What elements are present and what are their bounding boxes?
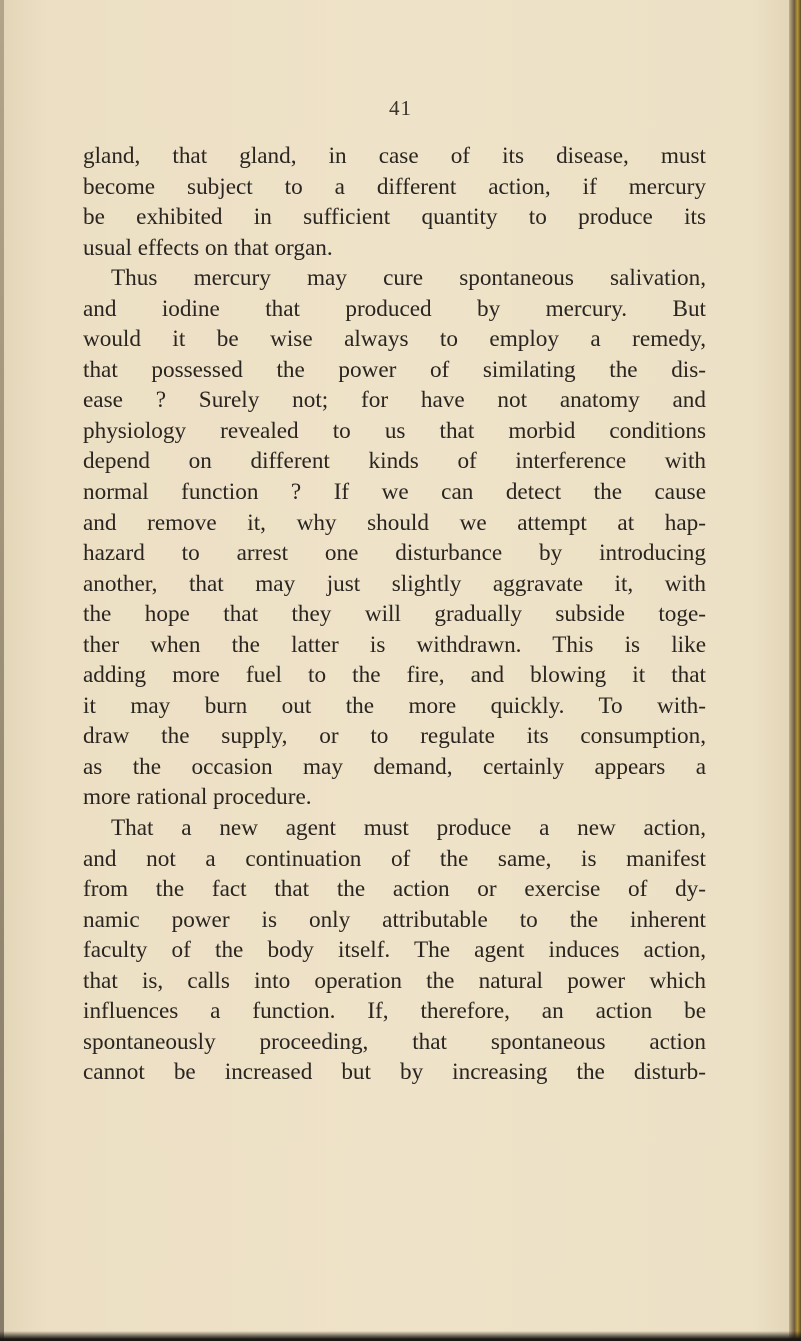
text-line: physiology revealed to us that morbid conditions xyxy=(83,417,706,444)
text-line: cannot be increased but by increasing the disturb- xyxy=(83,1059,706,1086)
text-line: that possessed the power of similating the dis- xyxy=(83,356,706,383)
text-line: draw the supply, or to regulate its consumption, xyxy=(83,723,706,750)
text-line: and iodine that produced by mercury. But xyxy=(83,295,706,322)
text-line: gland, that gland, in case of its disease, must xyxy=(83,143,706,169)
text-line: ther when the latter is withdrawn. This is like xyxy=(83,631,706,658)
text-line: influences a function. If, therefore, an action be xyxy=(83,998,706,1025)
body-text xyxy=(83,141,706,1088)
text-line: become subject to a different action, if mercury xyxy=(83,173,706,200)
text-line: spontaneously proceeding, that spontaneous action xyxy=(83,1028,706,1055)
text-line: would it be wise always to employ a remedy, xyxy=(83,326,706,353)
text-line: another, that may just slightly aggravate it, with xyxy=(83,570,706,597)
text-line: Thus mercury may cure spontaneous salivation, xyxy=(111,265,706,292)
text-line: namic power is only attributable to the inherent xyxy=(83,906,706,933)
text-line: be exhibited in sufficient quantity to produce its xyxy=(83,204,706,231)
page-left-edge xyxy=(0,0,4,1341)
text-line: faculty of the body itself. The agent induces action, xyxy=(83,937,706,964)
text-line: it may burn out the more quickly. To with- xyxy=(83,692,706,719)
page-number: 41 xyxy=(389,96,412,120)
page-bottom-shadow xyxy=(0,1331,801,1341)
text-line: usual effects on that organ. xyxy=(83,234,333,261)
text-line: that is, calls into operation the natural power which xyxy=(83,967,706,994)
text-line: ease ? Surely not; for have not anatomy and xyxy=(83,387,706,414)
text-line: That a new agent must produce a new action, xyxy=(111,815,706,842)
text-line: hazard to arrest one disturbance by introducing xyxy=(83,540,706,567)
text-line: adding more fuel to the fire, and blowing it that xyxy=(83,662,706,689)
text-line: and remove it, why should we attempt at hap- xyxy=(83,509,706,536)
text-line: and not a continuation of the same, is manifest xyxy=(83,845,706,872)
text-line: depend on different kinds of interference with xyxy=(83,448,706,475)
text-line: the hope that they will gradually subside toge- xyxy=(83,601,706,628)
book-binding-edge xyxy=(789,0,801,1341)
text-line: from the fact that the action or exercise of dy- xyxy=(83,876,706,903)
text-line: as the occasion may demand, certainly appears a xyxy=(83,753,706,780)
text-line: normal function ? If we can detect the cause xyxy=(83,479,706,506)
text-line: more rational procedure. xyxy=(83,784,312,811)
